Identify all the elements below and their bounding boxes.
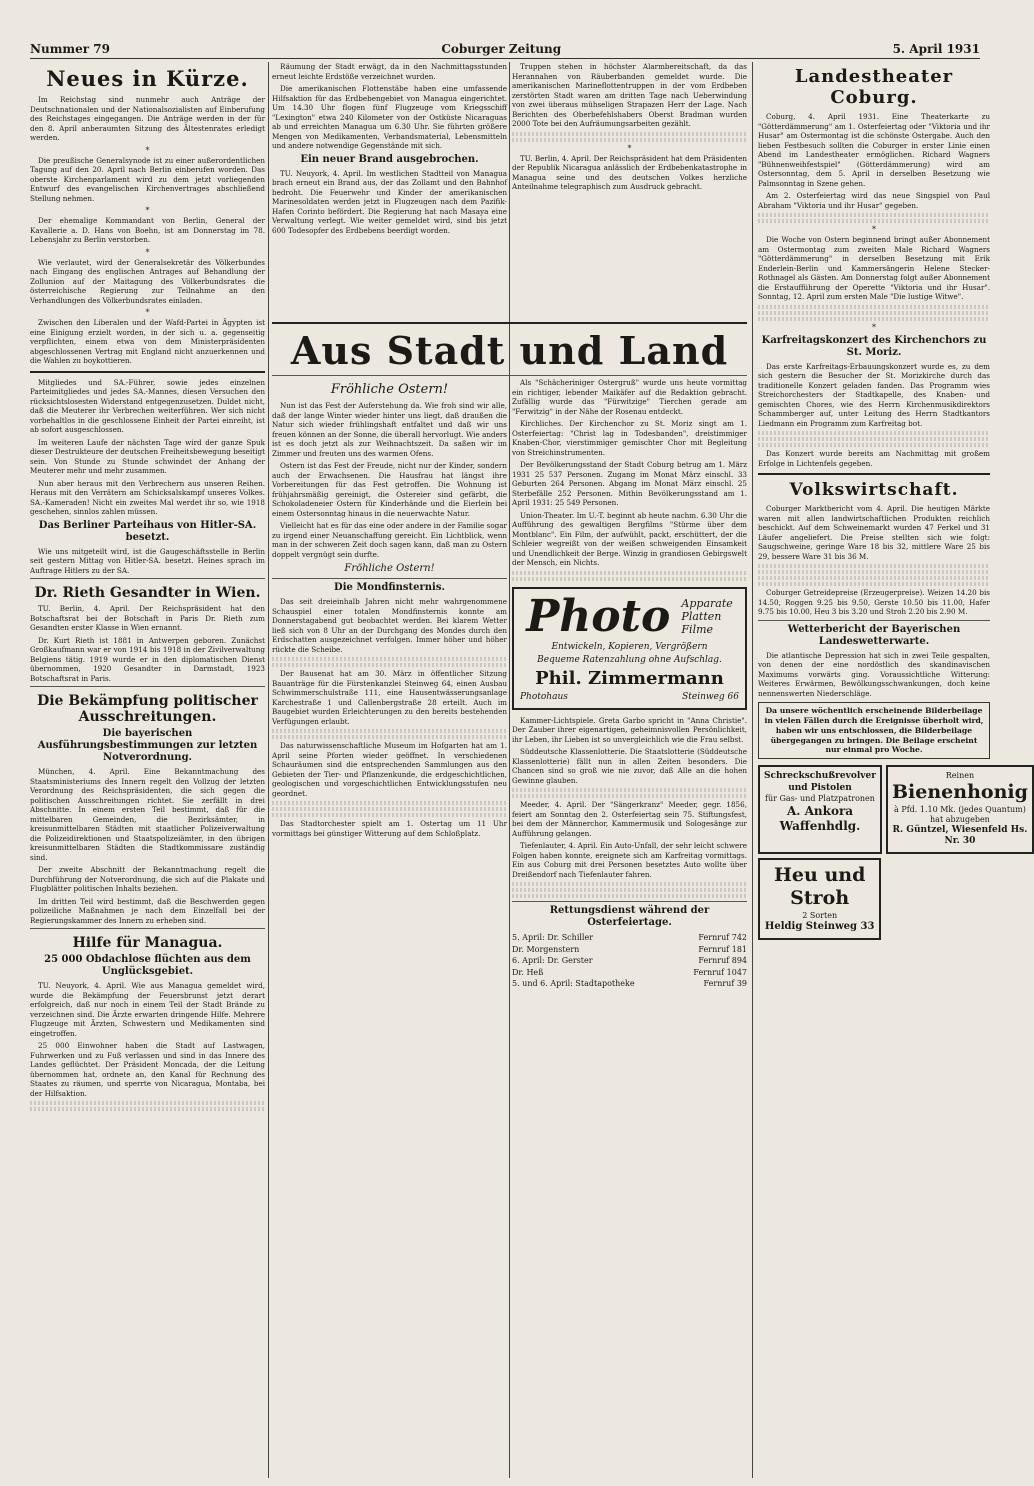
text-filler (512, 794, 747, 798)
text-filler (272, 735, 507, 739)
article-text: Das erste Karfreitags-Erbauungskonzert wurde es, zu dem sich gestern die Besucher der St. Morizkirche durch das traditionelle Konzert geladen fanden. Das Programm wies Streichorchesters der Stadtkapelle, des Knaben- und gemischten Chores, wie des Herrn Kirchenmusikdirektors Schammberger auf, unter Leitung des Herrn Stadtkantors Liedmann ein Programm zum Karfreitag bot. (758, 361, 990, 428)
text-filler (512, 577, 747, 581)
doctor: 5. April: Dr. Schiller (512, 933, 594, 942)
text-filler (758, 311, 990, 315)
divider (758, 620, 990, 621)
phone: Fernruf 39 (703, 979, 747, 989)
text-filler (30, 1101, 265, 1105)
newspaper-name: Coburger Zeitung (441, 42, 562, 56)
article-text: TU. Neuyork, 4. April. Wie aus Managua gemeldet wird, wurde die Bekämpfung der Feuersbrunst jetzt derart erfolgreich, daß nur noch in einem Teil der Stadt Brände zu verzeichnen sind. Die Ärzte erwarten dringende Hilfe. Mehrere Flugzeuge mit Ärzten, Schwestern und Medikamenten sind eingetroffen. (30, 981, 265, 1038)
text-filler (758, 317, 990, 321)
list-item (512, 944, 747, 956)
section-heading-neues: Neues in Kürze. (46, 66, 249, 91)
ad-business-name: A. Ankora Waffenhdlg. (779, 803, 861, 833)
phone: Fernruf 181 (698, 944, 747, 954)
ad-title: Schreckschußrevolver und Pistolen (764, 771, 876, 793)
text-filler (30, 1107, 265, 1111)
article-text: Mitgliedes und SA.-Führer, sowie jedes einzelnen Parteimitgliedes und jedes SA.-Mannes, diesen Versuchen den rücksichtslosesten Widerstand entgegenzusetzen. Duldet nicht, daß die Meuterer ihr Verbrechen weiterführen. Wer sich nicht vorbehaltlos in die geschlossene Einheit der Partei einreiht, ist ab sofort ausgeschlossen. (30, 377, 265, 434)
ad-business-name: Heldig Steinweg 33 (764, 921, 875, 933)
article-heading-rieth: Dr. Rieth Gesandter in Wien. (34, 585, 261, 601)
article-text: Das Stadtorchester spielt am 1. Ostertag um 11 Uhr vormittags bei günstiger Witterung auf dem Schloßplatz. (272, 819, 507, 838)
text-filler (758, 213, 990, 217)
article-heading-ostern: Fröhliche Ostern! (330, 382, 449, 397)
article-subheading: 25 000 Obdachlose flüchten aus dem Unglücksgebiet. (44, 954, 251, 978)
text-filler (512, 882, 747, 886)
article-text: Coburger Marktbericht vom 4. April. Die heutigen Märkte waren mit allen landwirtschaftlichen Produkten reichlich beschickt. Auf dem Schweinemarkt wurden 47 Ferkel und 31 Läufer angeliefert. Die Preise stellten sich wie folgt: Saugschweine, geringe Ware 18 bis 32, mittlere Ware 25 bis 29, bessere Ware 31 bis 36 M. (758, 504, 990, 561)
article-text: Tiefenlauter, 4. April. Ein Auto-Unfall, der sehr leicht schwere Folgen haben konnte, ereignete sich am Karfreitag vormittags. Ein aus Coburg mit drei Personen besetztes Auto wollte über Dreißendorf nach Tiefenlauter fahren. (512, 841, 747, 879)
article-subheading: Die bayerischen Ausführungsbestimmungen zur letzten Notverordnung. (37, 728, 258, 764)
article-text: Coburger Getreidepreise (Erzeugerpreise). Weizen 14.20 bis 14.50, Roggen 9.25 bis 9.50, Gerste 10.50 bis 11.00, Hafer 9.75 bis 10.00, Heu 3 bis 3.20 und Stroh 2.20 bis 2.90 M. (758, 588, 990, 616)
ad-honey (886, 765, 1034, 853)
list-item (512, 932, 747, 944)
ad-address: Steinweg 66 (682, 691, 739, 702)
column-2-bottom (272, 378, 507, 1478)
text-filler (512, 138, 747, 142)
ad-business-type: Photohaus (520, 691, 568, 702)
article-heading-brand: Ein neuer Brand ausgebrochen. (300, 153, 479, 165)
article-heading-mond: Die Mondfinsternis. (334, 582, 445, 593)
text-filler (758, 431, 990, 435)
separator-star: * (872, 322, 876, 332)
separator-star: * (145, 206, 150, 215)
article-heading-konzert: Karfreitagskonzert des Kirchenchors zu St. Moriz. (761, 334, 987, 358)
column-divider (509, 62, 510, 1478)
news-item: Die preußische Generalsynode ist zu einer außerordentlichen Tagung auf den 20. April nach Berlin einberufen worden. Das oberste Kirchenparlament wird zu dem jetzt vorliegenden Entwurf des evangelischen Kirchenvertrages abschließend Stellung nehmen. (30, 155, 265, 203)
article-text: Nun ist das Fest der Auferstehung da. Wie froh sind wir alle, daß der lange Winter wieder hinter uns liegt, daß draußen die Natur sich wieder frühlingshaft entfaltet und daß wir uns freuen können an der Sonne, die überall hervorlugt. Wie anders ist es doch jetzt als zur Weihnachtszeit. Da saßen wir im Zimmer und freuten uns des warmen Ofens. (272, 401, 507, 458)
article-text: Die atlantische Depression hat sich in zwei Teile gespalten, von denen der eine nordöstlich des skandinavischen Maximums vorwärts ging. Voraussichtliche Witterung: Weiteres Erwärmen, Bewölkungsschwankungen, doch keine nennenswerten Niederschläge. (758, 650, 990, 698)
separator-star: * (627, 143, 632, 153)
article-text: Dr. Kurt Rieth ist 1881 in Antwerpen geboren. Zunächst Großkaufmann war er von 1914 bis 1918 in der Zivilverwaltung Belgiens tätig. 1919 wurde er in den diplomatischen Dienst übernommen, 1920 Gesandter in Darmstadt, 1923 Botschaftsrat in Paris. (30, 635, 265, 683)
text-filler (512, 132, 747, 136)
ad-text: Reinen (945, 771, 975, 781)
article-text: Nun aber heraus mit den Verbrechern aus unseren Reihen. Heraus mit den Verrätern am Schicksalskampf unseres Volkes. SA.-Kameraden! Nicht ein zweites Mal werdet ihr so, wie 1918 geschehen, sinnlos zahlen müssen. (30, 478, 265, 516)
article-text: Süddeutsche Klassenlotterie. Die Staatslotterie (Süddeutsche Klassenlotterie) fällt nun in allen Zeiten besonders. Die Chancen sind so groß wie nie zuvor, daß Alle an die hohen Gewinne glauben. (512, 747, 747, 785)
column-1 (30, 62, 265, 1478)
ad-services: Entwickeln, Kopieren, Vergrößern (551, 641, 708, 652)
text-filler (758, 576, 990, 580)
ad-text: 2 Sorten (802, 911, 838, 921)
notice-box: Da unsere wöchentlich erscheinende Bilderbeilage in vielen Fällen durch die Ereignisse überholt wird, haben wir uns entschlossen, die Bilderbeilage übergegangen zu bringen. Die Beilage erscheint nur einmal pro Woche. (758, 702, 990, 759)
ad-business-name: Phil. Zimmermann (535, 667, 724, 689)
article-text: Der zweite Abschnitt der Bekanntmachung regelt die Durchführung der Notverordnung, die sich auf die Plakate und Flugblätter politischen Inhalts beziehen. (30, 865, 265, 894)
article-text: Der Bausenat hat am 30. März in öffentlicher Sitzung Bauanträge für die Fürstenkanzlei Steinweg 64, einen Ausbau Schwimmerschulstraße 111, eine Hausentwässerungsanlage Karchestraße 1 und Callenbergstraße 28 erteilt. Auch im Baugebiet wurden Erleichterungen zu den bereits bestehenden Verfügungen erlaubt. (272, 669, 507, 726)
text-filler (272, 657, 507, 661)
article-text: Union-Theater. Im U.-T. beginnt ab heute nachm. 6.30 Uhr die Aufführung des gewaltigen Bergfilms "Stürme über dem Montblanc". Ein Film, der aufwühlt, packt, erschüttert, der die Schleier wegreißt von der weißen schweigenden Einsamkeit und Unendlichkeit der Berge. Winzig in grandiosen Gebirgswelt der Mensch, ein Nichts. (512, 510, 747, 567)
photo-advertisement (512, 587, 747, 710)
article-heading-managua: Hilfe für Managua. (72, 935, 223, 952)
divider (512, 901, 747, 902)
column-4 (758, 62, 1028, 1478)
article-text: Das Konzert wurde bereits am Nachmittag mit großem Erfolge in Lichtenfels gegeben. (758, 449, 990, 468)
rettungsdienst-heading: Rettungsdienst während der Osterfeiertage. (549, 905, 710, 928)
text-filler (512, 888, 747, 892)
text-filler (758, 564, 990, 568)
phone: Fernruf 742 (698, 933, 747, 942)
separator-star: * (145, 308, 150, 317)
article-heading-bekaempfung: Die Bekämpfung politischer Ausschreitungen. (37, 693, 258, 726)
text-filler (512, 894, 747, 898)
text-filler (272, 807, 507, 811)
divider (272, 578, 507, 579)
list-item (512, 967, 747, 979)
issue-number: Nummer 79 (30, 42, 110, 56)
text-filler (512, 571, 747, 575)
text-filler (758, 443, 990, 447)
doctor: 6. April: Dr. Gerster (512, 956, 593, 966)
text-filler (272, 729, 507, 733)
article-text: Die amerikanischen Flottenstäbe haben eine umfassende Hilfsaktion für das Erdbebengebiet von Managua eingerichtet. Um 14.30 Uhr flogen fünf Flugzeuge vom Kriegsschiff "Lexington" etwa 240 Kilometer von der Ostküste Nicaraguas ab und erreichten Managua um 6.30 Uhr. Sie führten größere Mengen von Medikamenten, Verbandsmaterial, Lebensmitteln und andere notwendige Gegenstände mit sich. (272, 84, 507, 150)
article-text: Räumung der Stadt erwägt, da in den Nachmittagsstunden erneut leichte Erdstöße verzeichnet wurden. (272, 62, 507, 81)
article-text: Als "Schächeriniger Ostergruß" wurde uns heute vormittag ein richtiger, lebender Maikäfer auf die Redaktion gebracht. Zufällig wurde das "Fürwitzige" Tierchen gerade am "Ferwitzig" in der Nähe der Rosenau entdeckt. (512, 378, 747, 416)
article-text: Ostern ist das Fest der Freude, nicht nur der Kinder, sondern auch der Erwachsenen. Die Hausfrau hat längst ihre Vorbereitungen für das Fest getroffen. Die Wohnung ist frühjahrsmäßig gereinigt, die Ostereier sind gefärbt, die Schokoladeneier Ostern für Kinderhände und die Eierlein bei einem Ostersonntag hinaus in die neuerwachte Natur. (272, 461, 507, 518)
phone: Fernruf 894 (698, 956, 747, 966)
text-filler (272, 813, 507, 817)
news-item: Zwischen den Liberalen und der Wafd-Partei in Ägypten ist eine Einigung erzielt worden, in der sich u. a. gegenseitig verpflichten, einem etwa von dem Ministerpräsidenten abgeschlossenen Vertrag mit England nicht anzuerkennen und die Wahlen zu boykottieren. (30, 318, 265, 365)
divider (30, 578, 265, 579)
ad-business-name: R. Güntzel, Wiesenfeld Hs. Nr. 30 (892, 825, 1028, 847)
news-item: Im Reichstag sind nunmehr auch Anträge der Deutschnationalen und der Nationalsozialisten auf Einberufung des Reichstages eingegangen. Die Anträge werden in der für den 8. April anberaumten Sitzung des Ältestenrates erledigt werden. (30, 95, 265, 142)
ad-revolver (758, 765, 882, 853)
article-text: Kirchliches. Der Kirchenchor zu St. Moriz singt am 1. Osterfeiertag: "Christ lag in Todesbanden", dreistimmiger Knaben-Chor, vierstimmiger gemischter Chor mit Begleitung von Streichinstrumenten. (512, 419, 747, 457)
article-text: Wie uns mitgeteilt wird, ist die Gaugeschäftsstelle in Berlin seit gestern Mittag von Hitler-SA. besetzt. Heines sprach im Auftrage Hitlers zu der SA. (30, 546, 265, 575)
news-item: Der ehemalige Kommandant von Berlin, General der Kavallerie a. D. Hans von Boehn, ist am Donnerstag im 78. Lebensjahr zu Berlin verstorben. (30, 216, 265, 244)
article-text: 25 000 Einwohner haben die Stadt auf Lastwagen, Fuhrwerken und zu Fuß verlassen und sind in das Innere des Landes geflüchtet. Der Präsident Moncada, der die Leitung übernommen hat, ordnete an, den Kanal für Rechnung des Staates zu räumen, und sperrte von Nicaragua, Montaba, bei der Hilfsaktion. (30, 1041, 265, 1098)
text-filler (272, 801, 507, 805)
separator-star: * (872, 225, 876, 234)
article-text: Am 2. Osterfeiertag wird das neue Singspiel von Paul Abraham "Viktoria und ihr Husar" gegeben. (758, 191, 990, 210)
list-item (512, 978, 747, 990)
closing-greeting: Fröhliche Ostern! (344, 563, 435, 574)
article-text: Vielleicht hat es für das eine oder andere in der Familie sogar zu irgend einer Neuanschaffung gereicht. Ein Lichtblick, wenn man in der schweren Zeit doch sagen kann, daß man zu Ostern doppelt vergnügt sein durfte. (272, 521, 507, 559)
divider (30, 686, 265, 687)
column-divider (268, 62, 269, 1478)
article-heading: Das Berliner Parteihaus von Hitler-SA. besetzt. (38, 519, 257, 543)
phone: Fernruf 1047 (693, 967, 747, 977)
news-item: Wie verlautet, wird der Generalsekretär des Völkerbundes nach Eingang des englischen Antrages auf Behandlung der Zollunion auf der Maitagung des Völkerbundsrates die österreichische Regierung zur Teilnahme an den Verhandlungen des Völkerbundsrates einladen. (30, 257, 265, 305)
text-filler (272, 663, 507, 667)
article-text: Die Woche von Ostern beginnend bringt außer Abonnement am Ostermontag zum zweiten Male Richard Wagners "Götterdämmerung" in derselben Besetzung mit Erik Enderlein-Berlin und Kammersängerin Helene Stecker-Rothnagel als Gästen. Am Donnerstag folgt außer Abonnement die Erstaufführung der Operette "Viktoria und ihr Husar". Sonntag, 12. April zum ersten Male "Die lustige Witwe". (758, 235, 990, 301)
doctor: Dr. Heß (512, 967, 544, 977)
section-rule (758, 473, 990, 475)
column-divider (752, 62, 753, 1478)
ad-title: Heu und Stroh (773, 863, 866, 910)
section-heading-theater: Landestheater Coburg. (794, 66, 954, 108)
ad-heu-stroh (758, 858, 881, 940)
text-filler (758, 219, 990, 223)
ad-terms: Bequeme Ratenzahlung ohne Aufschlag. (537, 654, 722, 665)
article-text: Das seit dreieinhalb Jahren nicht mehr wahrgenommene Schauspiel einer totalen Mondfinsternis konnte am Donnerstagabend gut beobachtet werden. Bei klarem Wetter ließ sich von 8 Uhr an der Durchgang des Mondes durch den Erdschatten ausgezeichnet verfolgen. Immer höher und höher rückte die Scheibe. (272, 597, 507, 654)
rettungsdienst-list (512, 932, 747, 990)
article-text: Meeder, 4. April. Der "Sängerkranz" Meeder, gegr. 1856, feiert am Sonntag den 2. Osterfeiertag sein 75. Stiftungsfest, bei dem der Männerchor, Kammermusik und Sologesänge zur Aufführung gelangen. (512, 800, 747, 838)
text-filler (758, 437, 990, 441)
column-3-bottom (512, 378, 747, 1478)
ad-headline: Photo (526, 590, 671, 642)
article-heading-wetter: Wetterbericht der Bayerischen Landeswetterwarte. (787, 623, 961, 647)
ad-products (681, 597, 732, 637)
section-heading-volkswirtschaft: Volkswirtschaft. (789, 480, 959, 500)
text-filler (758, 582, 990, 586)
article-text: TU. Berlin, 4. April. Der Reichspräsident hat dem Präsidenten der Republik Nicaragua anlässlich der Erdbebenkatastrophe in Managua seine und des deutschen Volkes herzliche Anteilnahme telegraphisch zum Ausdruck gebracht. (512, 153, 747, 191)
pharmacy: 5. und 6. April: Stadtapotheke (512, 979, 635, 989)
article-text: München, 4. April. Eine Bekanntmachung des Staatsministeriums des Innern regelt den Vollzug der letzten Verordnung des Reichspräsidenten, die sich gegen die politischen Ausschreitungen richtet. Sie zerfällt in drei Abschnitte. In einem ersten Teil bestimmt, daß für die mittelbaren Gemeinden, die Bezirksämter, in kreisunmittelbaren Städten mit staatlicher Polizeiverwaltung die Polizeidirektionen und Staatspolizeiämter, in den übrigen kreisunmittelbaren Städten die Stadtkommissare zuständig sind. (30, 767, 265, 862)
article-text: Kammer-Lichtspiele. Greta Garbo spricht in "Anna Christie". Der Zauber ihrer eigenartigen, geheimnisvollen Persönlichkeit, ihr Leben, ihr Lieben ist so unvergleichlich wie die Frau selbst. (512, 715, 747, 744)
ad-title: Bienenhonig (892, 781, 1028, 804)
article-text: Im weiteren Laufe der nächsten Tage wird der ganze Spuk dieser Destrukteure der deutschen Freiheitsbewegung beseitigt sein. Von Stunde zu Stunde schwindet der Anhang der Meuterer mehr und mehr zusammen. (30, 437, 265, 475)
doctor: Dr. Morgenstern (512, 944, 580, 954)
list-item (512, 955, 747, 967)
section-banner (272, 322, 747, 376)
text-filler (758, 305, 990, 309)
separator-star: * (145, 145, 150, 155)
ad-product: Filme (681, 623, 714, 637)
classified-ads (758, 765, 1028, 853)
article-text: TU. Neuyork, 4. April. Im westlichen Stadtteil von Managua brach erneut ein Brand aus, der das Zollamt und den Bahnhof bedroht. Die Feuerwehr und Kinder der amerikanischen Marinesoldaten werden jetzt in Flugzeugen nach dem Pazifik-Hafen Corinto befördert. Die Regierung hat nach Masaya eine Verwaltung verlegt. Wie weiter gemeldet wird, sind bis jetzt 600 Todesopfer des Erdbebens beerdigt worden. (272, 168, 507, 235)
divider (30, 928, 265, 929)
column-3-top (512, 62, 747, 320)
banner-title: Aus Stadt und Land (290, 328, 729, 373)
issue-date: 5. April 1931 (892, 42, 980, 56)
section-rule (30, 371, 265, 373)
separator-star: * (145, 247, 150, 257)
column-2-top (272, 62, 507, 320)
article-text: TU. Berlin, 4. April. Der Reichspräsident hat den Botschaftsrat bei der Botschaft in Paris Dr. Rieth zum Gesandten erster Klasse in Wien ernannt. (30, 604, 265, 633)
article-text: Truppen stehen in höchster Alarmbereitschaft, da das Herannahen von Räuberbanden gemeldet wurde. Die amerikanischen Marineflottentruppen in der vom Erdbeben zerstörten Stadt waren am dritten Tage nach Ueberwindung von zwei überaus mühseligen Strapazen Herr der Lage. Nach Berichten des Oberbefehlshabers Oberst Bradman wurden 2000 Tote bei den Aufräumungsarbeiten gezählt. (512, 62, 747, 128)
article-text: Im dritten Teil wird bestimmt, daß die Beschwerden gegen polizeiliche Maßnahmen je nach dem Einzelfall bei der Regierungskammer des Innern zu erheben sind. (30, 896, 265, 925)
article-text: Das naturwissenschaftliche Museum im Hofgarten hat am 1. April seine Pforten wieder geöffnet. In verschiedenen Schauräumen sind die entsprechenden Sammlungen aus den Gebieten der Tier- und Pflanzenkunde, die erdgeschichtlichen, geologischen und vorgeschichtlichen Entwicklungsstufen neu geordnet. (272, 741, 507, 798)
text-filler (512, 788, 747, 792)
article-text: Coburg, 4. April 1931. Eine Theaterkarte zu "Götterdämmerung" am 1. Osterfeiertag oder "Viktoria und ihr Husar" am Ostermontag ist die schönste Ostergabe. Auch den lieben Festbesuch sollten die Coburger in erster Linie einen Abend im Landestheater ermöglichen. Richard Wagners "Bühnenweihfestspiel" (Götterdämmerung) wird am Ostersonntag, dem 5. April in derselben Besetzung wie Palmsonntag in Szene gehen. (758, 112, 990, 188)
ad-product: Apparate (681, 596, 733, 610)
masthead (30, 40, 980, 59)
article-text: Der Bevölkerungsstand der Stadt Coburg betrug am 1. März 1931 25 537 Personen. Zugang im Monat März einschl. 33 Geburten 264 Personen. Abgang im Monat März einschl. 25 Sterbefälle 252 Personen. Mithin Bevölkerungsstand am 1. April 1931: 25 549 Personen. (512, 460, 747, 507)
text-filler (758, 570, 990, 574)
ad-product: Platten (681, 609, 722, 623)
ad-text: à Pfd. 1.10 Mk. (jedes Quantum) hat abzugeben (894, 805, 1026, 825)
ad-text: für Gas- und Platzpatronen (765, 793, 875, 803)
